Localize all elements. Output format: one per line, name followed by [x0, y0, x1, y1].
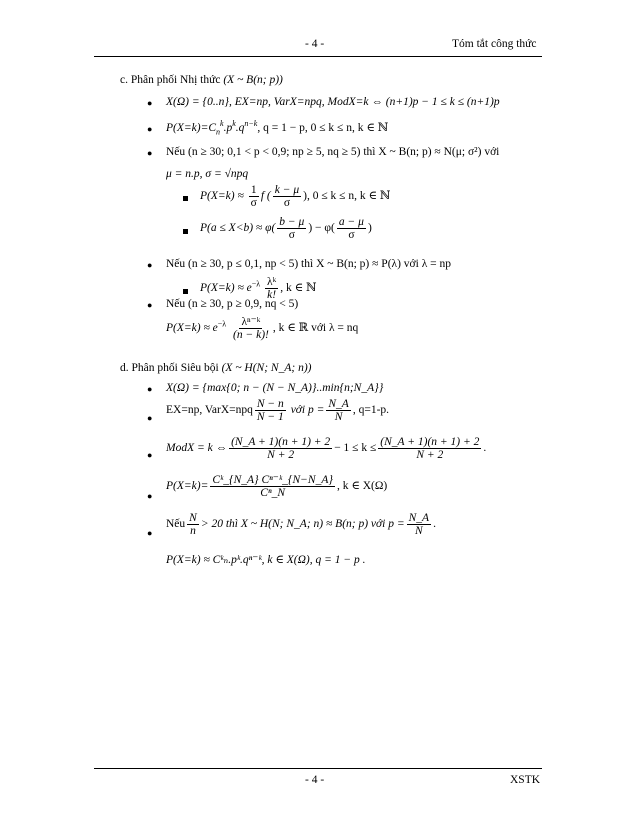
header-title: Tóm tắt công thức: [452, 38, 537, 50]
section-c-formula: (X ~ B(n; p)): [223, 74, 283, 86]
bullet-icon: ●: [147, 148, 153, 158]
square-bullet-icon: [183, 196, 188, 201]
c-line-3: Nếu (n ≥ 30; 0,1 < p < 0,9; np ≥ 5, nq ≥ 5) thì X ~ B(n; p) ≈ N(μ; σ²) với: [166, 146, 500, 158]
d-line-6: P(X=k) ≈ Cᵏₙ.pᵏ.qⁿ⁻ᵏ, k ∈ X(Ω), q = 1 − p .: [166, 554, 366, 566]
d-line-1: X(Ω) = {max{0; n − (N − N_A)}..min{n;N_A}}: [166, 382, 384, 394]
bullet-icon: ●: [147, 491, 153, 501]
section-d-label: d. Phân phối Siêu bội: [120, 362, 219, 374]
section-c-heading: [120, 74, 283, 86]
c-line-5: Nếu (n ≥ 30, p ≤ 0,1, np < 5) thì X ~ B(n; p) ≈ P(λ) với λ = np: [166, 258, 452, 270]
c-line-1: X(Ω) = {0..n}, EX=np, VarX=npq, ModX=k ⇔ (n+1)p − 1 ≤ k ≤ (n+1)p: [166, 96, 500, 108]
c-line-6: Nếu (n ≥ 30, p ≥ 0,9, nq < 5): [166, 298, 299, 310]
bullet-icon: ●: [147, 300, 153, 310]
c-sub-1: P(X=k) ≈ $\frac{1}{\sigma}$ f ( $\frac{k - \mu}{\sigma}$ ), 0 ≤ k ≤ n, k ∈ ℕ: [200, 184, 391, 210]
d-line-2: EX=np, VarX=npq $\frac{N - n}{N - 1}$ với p = $\frac{N\_A}{N}$ , q=1-p.: [166, 398, 390, 424]
header-rule: [94, 56, 542, 57]
section-c-label: c. Phân phối Nhị thức: [120, 74, 221, 86]
bullet-icon: ●: [147, 124, 153, 134]
section-d-formula: (X ~ H(N; N_A; n)): [221, 362, 312, 374]
bullet-icon: ●: [147, 413, 153, 423]
d-line-3: ModX = k ⇔ $\frac{(N\_A + 1)(n + 1) + 2}{N + 2}$ − 1 ≤ k ≤ $\frac{(N\_A + 1)(n + 1) + 2}{N + 2}$ .: [166, 436, 487, 462]
footer-label: XSTK: [510, 774, 541, 786]
bullet-icon: ●: [147, 384, 153, 394]
c-line-7: $P(X=k) \approx e^{-\lambda}$ $\frac{\text{λⁿ⁻ᵏ}}{(n - k)!}$ , k ∈ ℝ với λ = nq: [166, 316, 359, 342]
header-page-number: - 4 -: [305, 38, 325, 50]
bullet-icon: ●: [147, 98, 153, 108]
c-line-2: $P(X=k)=C_n^k.p^k.q^{n-k}$, q = 1 − p, 0 ≤ k ≤ n, k ∈ ℕ: [166, 119, 389, 137]
footer-rule: [94, 768, 542, 769]
footer-page-number: - 4 -: [305, 774, 325, 786]
d-line-4: P(X=k)= $\frac{\text{Cᵏ\_\{N\_A\} Cⁿ⁻ᵏ\_\{N−N\_A\}}}{\text{Cⁿ\_N}}$ , k ∈ X(Ω): [166, 474, 388, 500]
bullet-icon: ●: [147, 260, 153, 270]
bullet-icon: ●: [147, 528, 153, 538]
section-d-heading: [120, 362, 312, 374]
d-line-5: Nếu $\frac{N}{n}$ > 20 thì X ~ H(N; N_A; n) ≈ B(n; p) với p = $\frac{N\_A}{N}$ .: [166, 512, 436, 538]
square-bullet-icon: [183, 289, 188, 294]
c-sub-3: $P(X=k) \approx e^{-\lambda}$ $\frac{\text{λᵏ}}{k!}$ , k ∈ ℕ: [200, 276, 317, 302]
square-bullet-icon: [183, 229, 188, 234]
bullet-icon: ●: [147, 450, 153, 460]
c-line-4: μ = n.p, σ = √npq: [166, 168, 249, 180]
c-sub-2: P(a ≤ X<b) ≈ φ( $\frac{b - \mu}{\sigma}$ ) − φ( $\frac{a - \mu}{\sigma}$ ): [200, 216, 372, 242]
